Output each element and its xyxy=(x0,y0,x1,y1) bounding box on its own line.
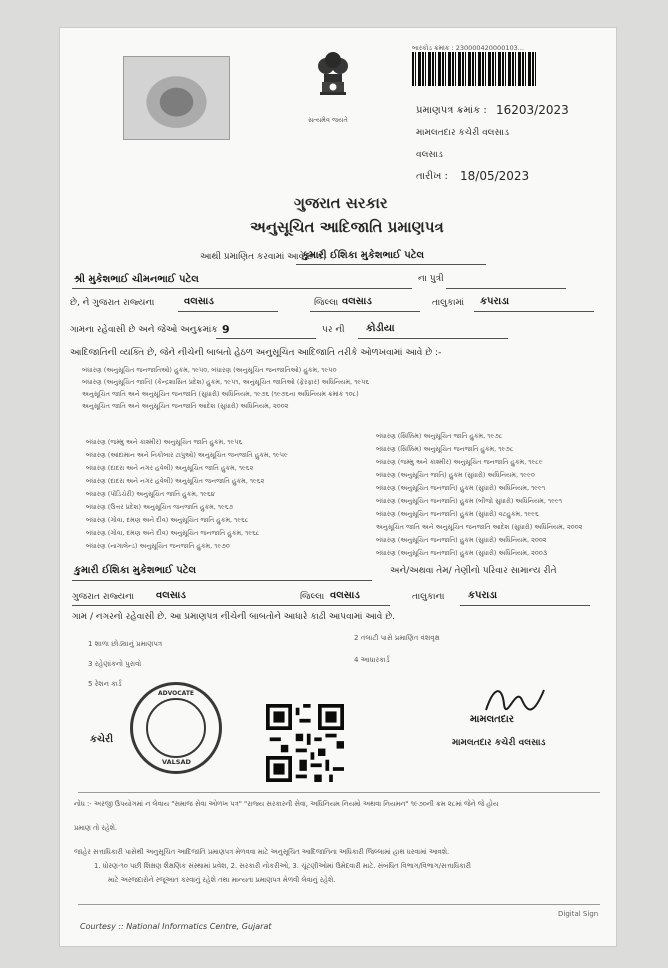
order-right: બંધારણ (અનુસૂચિત જાતિ) હુકમ (સુધારો) અધિનિયમ, ૧૯૯૦ xyxy=(376,471,535,479)
taluka-name: કપરાડા xyxy=(480,296,510,307)
signatory-name: મામલતદાર xyxy=(470,714,514,725)
document-item: 5 રેશન કાર્ડ xyxy=(88,680,122,688)
barcode xyxy=(412,52,536,86)
courtesy-text: Courtesy :: National Informatics Centre, Gujarat xyxy=(80,922,272,931)
order-line: આદિજાતિની વ્યક્તિ છે, જેને નીચેની બાબતો હેઠળ અનુસૂચિત આદિજાતિ તરીકે ઓળખવામાં આવે છે :- xyxy=(70,348,442,358)
issuer-place: વલસાડ xyxy=(416,150,443,160)
caste-label: પર ની xyxy=(322,325,345,335)
serial-label: ગામના રહેવાસી છે અને જેઓ અનુક્રમાંક xyxy=(70,325,218,335)
residence-district-label: જિલ્લા xyxy=(300,592,325,602)
certificate-sheet xyxy=(60,28,616,946)
order-right: બંધારણ (સિક્કિમ) અનુસૂચિત જનજાતિ હુકમ, ૧૯૭૮ xyxy=(376,445,514,453)
order-left: બંધારણ (ઉત્તર પ્રદેશ) અનુસૂચિત જનજાતિ હુકમ, ૧૯૬૭ xyxy=(86,503,234,511)
residence-state: ગુજરાત રાજ્યના xyxy=(72,592,135,602)
seal-center-label: VALSAD xyxy=(162,758,191,766)
order-right: બંધારણ (અનુસૂચિત જનજાતિ) હુકમ (સુધારો) અધિનિયમ, ૧૯૯૧ xyxy=(376,484,546,492)
applicant-name: કુમારી ઈશિકા મુકેશભાઈ પટેલ xyxy=(302,250,425,261)
government-title: ગુજરાત સરકાર xyxy=(294,194,388,212)
order-left: બંધારણ (નાગાલેન્ડ) અનુસૂચિત જનજાતિ હુકમ, ૧૯૭૦ xyxy=(86,542,230,550)
barcode-label: બારકોડ ક્રમાંક : 230000420000103... xyxy=(412,44,524,52)
residence-taluka-label: તાલુકાના xyxy=(412,592,445,602)
order-left: બંધારણ (ગોવા, દમણ અને દીવ) અનુસૂચિત જાતિ હુકમ, ૧૯૬૮ xyxy=(86,516,249,524)
father-name: શ્રી મુકેશભાઈ ચીમનભાઈ પટેલ xyxy=(74,274,199,285)
date-label: તારીખ : xyxy=(416,171,448,182)
order-right: બંધારણ (અનુસૂચિત જનજાતિ) હુકમ (સુધારો) અધિનિયમ, ૨૦૦૩ xyxy=(376,549,548,557)
resident-line: ગામ / નગરનો રહેવાસી છે. આ પ્રમાણપત્ર નીચેની બાબતોને આધારે કાઢી આપવામાં આવે છે. xyxy=(72,612,396,622)
seal-inner xyxy=(146,698,206,758)
schedule-line: અનુસૂચિત જાતિ અને અનુસૂચિત જનજાતિ (સુધારો) અધિનિયમ, ૧૯૭૬ (૧૯૭૬ના અધિનિયમ ક્રમાંક ૧૦૮) xyxy=(82,390,359,398)
digital-sign-label: Digital Sign xyxy=(558,910,599,918)
order-right: બંધારણ (અનુસૂચિત જનજાતિ) હુકમ (સુધારો) અધિનિયમ, ૨૦૦૨ xyxy=(376,536,547,544)
certify-text: આથી પ્રમાણિત કરવામાં આવે છે કે, xyxy=(200,252,327,262)
document-item: 4 આધારકાર્ડ xyxy=(354,656,390,664)
order-right: અનુસૂચિત જાતિ અને અનુસૂચિત જનજાતિ આદેશ (સુધારો) અધિનિયમ, ૨૦૦૨ xyxy=(376,523,583,531)
seal-ring-text: ADVOCATE xyxy=(158,690,195,697)
order-left: બંધારણ (આંદામાન અને નિકોબાર ટાપુઓ) અનુસૂચિત જનજાતિ હુકમ, ૧૯૫૯ xyxy=(86,451,288,459)
schedule-line: બંધારણ (અનુસૂચિત જનજાતિઓ) હુકમ, ૧૯૫૦, બંધારણ (અનુસૂચિત જનજાતિઓ) હુકમ, ૧૯૫૦ xyxy=(82,366,337,374)
stamp-prefix: કચેરી xyxy=(90,734,114,745)
residence-taluka: કપરાડા xyxy=(468,590,498,601)
caste-name: કોડીયા xyxy=(366,323,395,334)
order-right: બંધારણ (સિક્કિમ) અનુસૂચિત જાતિ હુકમ, ૧૯૭૮ xyxy=(376,432,503,440)
residence-district: વલસાડ xyxy=(330,590,360,601)
certificate-no: 16203/2023 xyxy=(496,103,569,117)
note-line: 1. ધોરણ-૧૦ પછી શિક્ષણ શૈક્ષણિક સંસ્થામાં પ્રવેશ, 2. સરકારી નોકરીઓ, 3. ચૂંટણીઓમાં ઉમેદવારી માટે. સંબંધિત વિભાગ/વિભાગ/સત્તાધિકારી xyxy=(94,862,471,870)
signatory-office: મામલતદાર કચેરી વલસાડ xyxy=(452,738,546,748)
state-emblem-icon xyxy=(308,44,358,114)
district-label: જિલ્લા xyxy=(314,298,339,308)
state-prefix: છે, ને ગુજરાત રાજ્યના xyxy=(70,298,155,308)
schedule-line: બંધારણ (અનુસૂચિત જાતિ) (કેન્દ્રશાસિત પ્રદેશ) હુકમ, ૧૯૫૧, અનુસૂચિત જાતિઓ (ફેરફાર) અધિનિયમ, ૧૯૫૬ xyxy=(82,378,370,386)
order-right: બંધારણ (અનુસૂચિત જનજાતિ) હુકમ (બીજો સુધારો) અધિનિયમ, ૧૯૯૧ xyxy=(376,497,563,505)
issuer-line: મામલતદાર કચેરી વલસાડ xyxy=(416,128,509,138)
issue-date: 18/05/2023 xyxy=(460,169,530,183)
order-left: બંધારણ (પોંડિચેરી) અનુસૂચિત જાતિ હુકમ, ૧૯૬૪ xyxy=(86,490,215,498)
residence-village: વલસાડ xyxy=(156,590,186,601)
certificate-no-label: પ્રમાણપત્ર ક્રમાંક : xyxy=(416,105,487,116)
certificate-title: અનુસૂચિત આદિજાતિ પ્રમાણપત્ર xyxy=(250,218,444,236)
order-left: બંધારણ (દાદરા અને નગર હવેલી) અનુસૂચિત જાતિ હુકમ, ૧૯૬૨ xyxy=(86,464,254,472)
order-right: બંધારણ (અનુસૂચિત જનજાતિ) હુકમ (સુધારો) વટહુકમ, ૧૯૯૬ xyxy=(376,510,539,518)
applicant-photo xyxy=(123,56,230,140)
note-line: નોંધ :- અરજી ઉપયોગમાં ન લેવાય "સમાજ સેવા ઓળખ પત્ર" "રાજ્ય સરકારની સેવા, અધિનિયમ નિયમો અથવા નિયમન" ૧૯૭૦ની ક્રમ ૨૮માં જેને જે હોય xyxy=(74,800,499,808)
residence-name: કુમારી ઈશિકા મુકેશભાઈ પટેલ xyxy=(74,565,197,576)
district-name: વલસાડ xyxy=(342,296,372,307)
qr-code-icon xyxy=(266,704,344,782)
note-line: જાહેર સત્તાધિકારી પાસેથી અનુસૂચિત આદિજાતિ પ્રમાણપત્ર મેળવવા માટે અનુસૂચિત આદિજાતિના અધિકારી જિલ્લામાં હાથ ધરવામાં આવશે. xyxy=(74,848,450,856)
order-right: બંધારણ (જમ્મુ અને કાશ્મીર) અનુસૂચિત જનજાતિ હુકમ, ૧૯૮૯ xyxy=(376,458,543,466)
schedule-line: અનુસૂચિત જાતિ અને અનુસૂચિત જનજાતિ આદેશ (સુધારો) અધિનિયમ, ૨૦૦૨ xyxy=(82,402,289,410)
order-left: બંધારણ (દાદરા અને નગર હવેલી) અનુસૂચિત જનજાતિ હુકમ, ૧૯૬૨ xyxy=(86,477,265,485)
document-item: 1 શાળા છોડ્યાનું પ્રમાણપત્ર xyxy=(88,640,163,648)
residence-family: અને/અથવા તેમ/ તેણીનો પરિવાર સામાન્ય રીતે xyxy=(390,566,557,576)
document-item: 2 તલાટી પાસે પ્રમાણિત વંશવૃક્ષ xyxy=(354,634,440,642)
order-left: બંધારણ (ગોવા, દમણ અને દીવ) અનુસૂચિત જનજાતિ હુકમ, ૧૯૬૮ xyxy=(86,529,260,537)
relation-label: ના પુત્રી xyxy=(418,274,444,284)
note-line: પ્રમાણ તો રહેશે. xyxy=(74,824,118,832)
serial-number: 9 xyxy=(222,323,230,336)
taluka-label: તાલુકામાં xyxy=(432,298,465,308)
note-line: માટે અરજદારોને રજૂઆત કરવાનું રહેશે તથા માન્યતા પ્રમાણપત્ર મેળવી લેવાનું રહેશે. xyxy=(108,876,336,884)
order-left: બંધારણ (જમ્મુ અને કાશ્મીર) અનુસૂચિત જાતિ હુકમ, ૧૯૫૬ xyxy=(86,438,243,446)
emblem-caption: સત્યમેવ જયતે xyxy=(308,116,348,124)
village-name: વલસાડ xyxy=(184,296,214,307)
document-item: 3 રહેણાંકનો પુરાવો xyxy=(88,660,142,668)
